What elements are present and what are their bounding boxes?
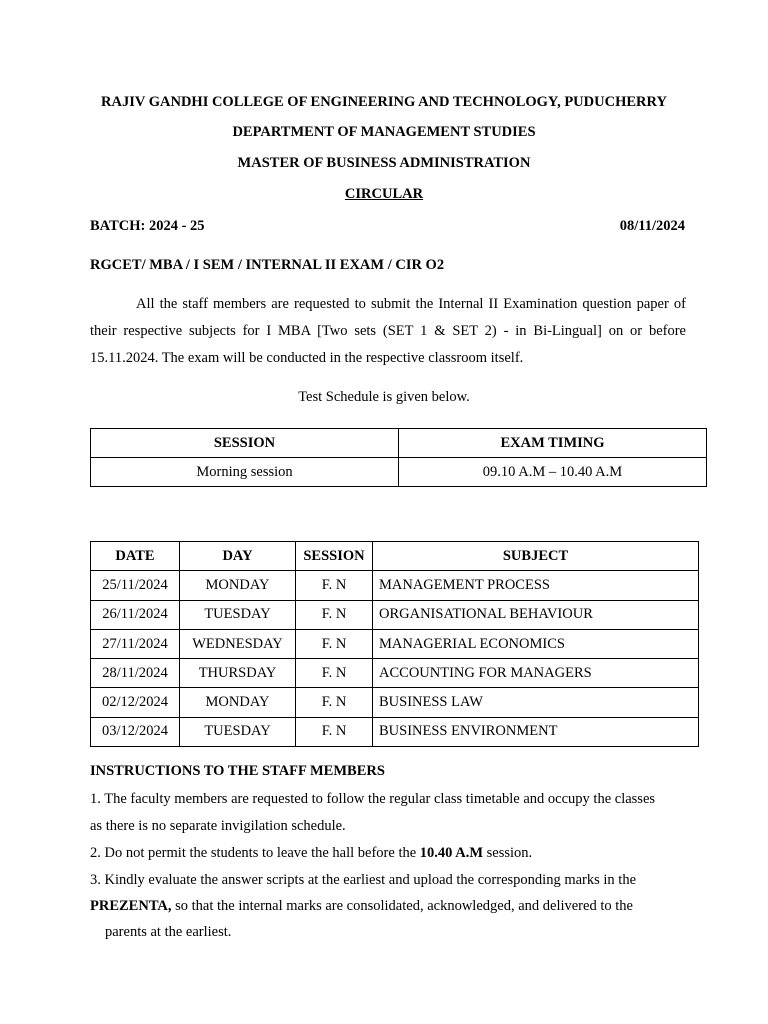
table-cell: TUESDAY — [180, 600, 296, 629]
table-cell: TUESDAY — [180, 717, 296, 746]
schedule-table — [90, 541, 699, 747]
table-cell: F. N — [296, 659, 373, 688]
table-cell: 26/11/2024 — [91, 600, 180, 629]
circular-heading: CIRCULAR — [344, 186, 424, 202]
table-header: EXAM TIMING — [399, 429, 707, 458]
table-cell: BUSINESS ENVIRONMENT — [373, 717, 699, 746]
instruction-2-suffix: session. — [483, 845, 533, 861]
table-header: SESSION — [296, 542, 373, 571]
instruction-2-time: 10.40 A.M — [419, 845, 484, 861]
department-name: DEPARTMENT OF MANAGEMENT STUDIES — [232, 124, 536, 140]
table-cell: F. N — [296, 600, 373, 629]
table-cell: BUSINESS LAW — [373, 688, 699, 717]
table-cell: MONDAY — [180, 571, 296, 600]
instruction-1-line-2: as there is no separate invigilation schedule. — [90, 818, 346, 834]
table-row — [91, 717, 699, 746]
table-cell: F. N — [296, 629, 373, 658]
table-cell: ORGANISATIONAL BEHAVIOUR — [373, 600, 699, 629]
instruction-3-line-2 — [90, 893, 633, 920]
table-cell: ACCOUNTING FOR MANAGERS — [373, 659, 699, 688]
document-type — [0, 186, 768, 203]
table-cell: 25/11/2024 — [91, 571, 180, 600]
table-header: DATE — [91, 542, 180, 571]
table-cell: 28/11/2024 — [91, 659, 180, 688]
batch-label: BATCH: 2024 - 25 — [90, 218, 205, 234]
table-row — [91, 688, 699, 717]
program-name: MASTER OF BUSINESS ADMINISTRATION — [237, 155, 531, 171]
table-cell: 27/11/2024 — [91, 629, 180, 658]
circular-date: 08/11/2024 — [619, 218, 685, 234]
table-row — [91, 600, 699, 629]
table-cell: F. N — [296, 688, 373, 717]
table-cell: F. N — [296, 717, 373, 746]
instruction-1-line-1: 1. The faculty members are requested to follow the regular class timetable and occupy the classes — [90, 791, 656, 807]
table-cell: F. N — [296, 571, 373, 600]
prezenta-label: PREZENTA, — [90, 898, 172, 914]
table-cell: 09.10 A.M – 10.40 A.M — [399, 458, 707, 487]
table-cell: Morning session — [91, 458, 399, 487]
table-cell: THURSDAY — [180, 659, 296, 688]
instruction-2-text: 2. Do not permit the students to leave the hall before the — [90, 845, 420, 861]
table-cell: 02/12/2024 — [91, 688, 180, 717]
instructions-title: INSTRUCTIONS TO THE STAFF MEMBERS — [90, 763, 385, 779]
table-header-row — [91, 542, 699, 571]
reference-number: RGCET/ MBA / I SEM / INTERNAL II EXAM / CIR O2 — [90, 257, 445, 273]
table-cell: MANAGERIAL ECONOMICS — [373, 629, 699, 658]
body-paragraph: All the staff members are requested to submit the Internal II Examination question paper of their respective subjects for I MBA [Two sets (SET 1 & SET 2) - in Bi-Lingual] on or before 15.11.2024. The exam will be conducted in the respective classroom itself. — [90, 296, 686, 366]
instruction-3-line-3: parents at the earliest. — [105, 924, 232, 940]
table-cell: 03/12/2024 — [91, 717, 180, 746]
table-row — [91, 659, 699, 688]
timing-table — [90, 428, 707, 487]
instruction-2 — [90, 840, 532, 867]
instruction-3-line-1: 3. Kindly evaluate the answer scripts at the earliest and upload the corresponding marks in the — [90, 872, 637, 888]
table-header: DAY — [180, 542, 296, 571]
schedule-intro: Test Schedule is given below. — [298, 389, 470, 405]
table-row — [91, 571, 699, 600]
instruction-3-continued: so that the internal marks are consolidated, acknowledged, and delivered to the — [171, 898, 633, 914]
table-header: SUBJECT — [373, 542, 699, 571]
table-header: SESSION — [91, 429, 399, 458]
college-name: RAJIV GANDHI COLLEGE OF ENGINEERING AND TECHNOLOGY, PUDUCHERRY — [101, 94, 667, 110]
table-header-row — [91, 429, 707, 458]
table-cell: MANAGEMENT PROCESS — [373, 571, 699, 600]
table-cell: MONDAY — [180, 688, 296, 717]
table-row — [91, 629, 699, 658]
table-cell: WEDNESDAY — [180, 629, 296, 658]
table-row — [91, 458, 707, 487]
